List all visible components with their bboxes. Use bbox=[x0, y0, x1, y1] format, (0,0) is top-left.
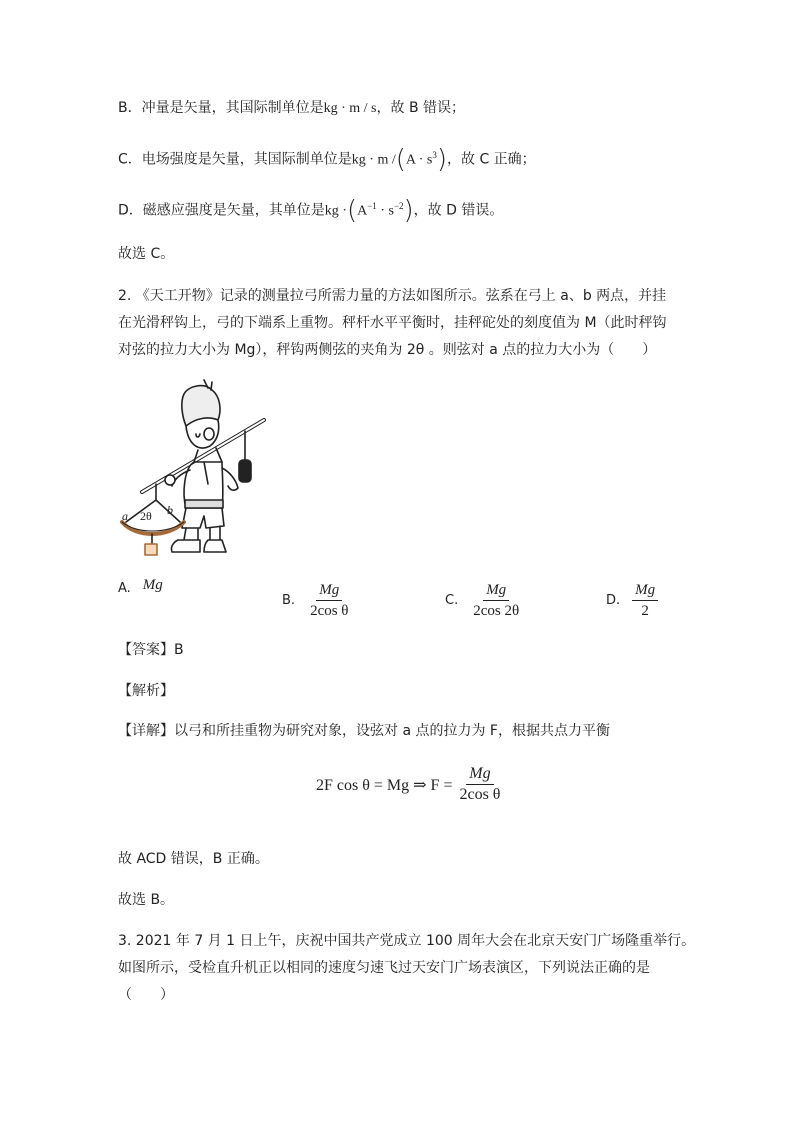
option-b-prev bbox=[118, 98, 465, 119]
option-text: ，故 C 正确； bbox=[447, 151, 536, 168]
option-text: ，故 D 错误。 bbox=[413, 202, 504, 219]
option-a[interactable] bbox=[118, 577, 163, 596]
option-text: C．电场强度是矢量，其国际制单位是 bbox=[118, 151, 352, 168]
option-text: B．冲量是矢量，其国际制单位是 bbox=[118, 100, 324, 116]
fraction-denominator: 2cos 2θ bbox=[473, 603, 520, 619]
equation-fraction bbox=[456, 765, 503, 804]
unit-expression: kg · bbox=[324, 203, 347, 219]
paren: ( bbox=[395, 144, 406, 175]
exponent: −1 bbox=[367, 201, 377, 211]
paren: ) bbox=[403, 195, 414, 226]
option-label: D. bbox=[606, 593, 621, 608]
fraction-denominator: 2cos θ bbox=[459, 786, 501, 803]
q3-stem-line2: 如图所示，受检直升机正以相同的速度匀速飞过天安门广场表演区，下列说法正确的是 bbox=[118, 960, 650, 976]
q2-stem-line3: 对弦的拉力大小为 Mg），秤钩两侧弦的夹角为 2θ 。则弦对 a 点的拉力大小为（ ） bbox=[118, 342, 657, 358]
fraction-denominator: 2cos θ bbox=[310, 603, 349, 619]
fraction-numerator: Mg bbox=[483, 581, 509, 601]
option-text: D．磁感应强度是矢量，其单位是 bbox=[118, 202, 325, 219]
option-c[interactable] bbox=[445, 581, 522, 620]
equation-lhs: 2F cos θ = Mg ⇒ F = bbox=[316, 776, 453, 794]
option-d-prev bbox=[118, 195, 504, 226]
option-label: C. bbox=[445, 593, 459, 608]
option-value: Mg bbox=[142, 577, 163, 593]
q2-stem-line1: 2. 《天工开物》记录的测量拉弓所需力量的方法如图所示。弦系在弓上 a、b 两点，并挂 bbox=[118, 288, 667, 304]
option-d[interactable] bbox=[606, 581, 658, 620]
unit-expression: A bbox=[357, 203, 368, 219]
option-label: A. bbox=[118, 581, 131, 596]
q3-stem-line1: 3. 2021 年 7 月 1 日上午，庆祝中国共产党成立 100 周年大会在北京天安门广场隆重举行。 bbox=[118, 933, 696, 949]
unit-expression: kg · m / bbox=[351, 152, 396, 168]
conclusion-text: 故 ACD 错误，B 正确。 bbox=[118, 851, 269, 867]
unit-expression: A · s bbox=[405, 152, 433, 168]
paren: ( bbox=[346, 195, 358, 226]
exponent: −2 bbox=[393, 201, 404, 211]
q2-stem-line2: 在光滑秤钩上，弓的下端系上重物。秤杆水平平衡时，挂秤砣处的刻度值为 M（此时秤钩 bbox=[118, 315, 667, 331]
figure-label-b: b bbox=[167, 503, 173, 517]
option-text: ，故 B 错误； bbox=[376, 100, 466, 116]
fraction-numerator: Mg bbox=[466, 765, 493, 785]
equation bbox=[316, 765, 503, 804]
option-fraction bbox=[307, 581, 351, 620]
fraction-numerator: Mg bbox=[632, 581, 658, 601]
option-fraction bbox=[470, 581, 522, 620]
fraction-denominator: 2 bbox=[641, 603, 649, 619]
option-b[interactable] bbox=[282, 581, 352, 620]
fraction-numerator: Mg bbox=[316, 581, 342, 601]
answer-label: 【答案】B bbox=[118, 642, 184, 658]
detail-text: 【详解】以弓和所挂重物为研究对象，设弦对 a 点的拉力为 F，根据共点力平衡 bbox=[118, 723, 610, 739]
option-c-prev bbox=[118, 144, 536, 175]
option-label: B. bbox=[282, 593, 296, 608]
option-fraction bbox=[632, 581, 658, 620]
unit-expression: kg · m / s bbox=[323, 101, 377, 116]
steelyard-figure bbox=[112, 376, 272, 560]
figure-label-a: a bbox=[122, 509, 128, 523]
prev-choice: 故选 C。 bbox=[118, 246, 175, 262]
unit-expression: · s bbox=[376, 203, 394, 219]
figure-label-angle: 2θ bbox=[140, 509, 152, 523]
choice-text: 故选 B。 bbox=[118, 892, 175, 908]
exponent: 3 bbox=[432, 150, 437, 160]
paren: ) bbox=[436, 144, 447, 175]
q3-stem-line3: （ ） bbox=[118, 987, 174, 1003]
analysis-label: 【解析】 bbox=[118, 683, 174, 699]
